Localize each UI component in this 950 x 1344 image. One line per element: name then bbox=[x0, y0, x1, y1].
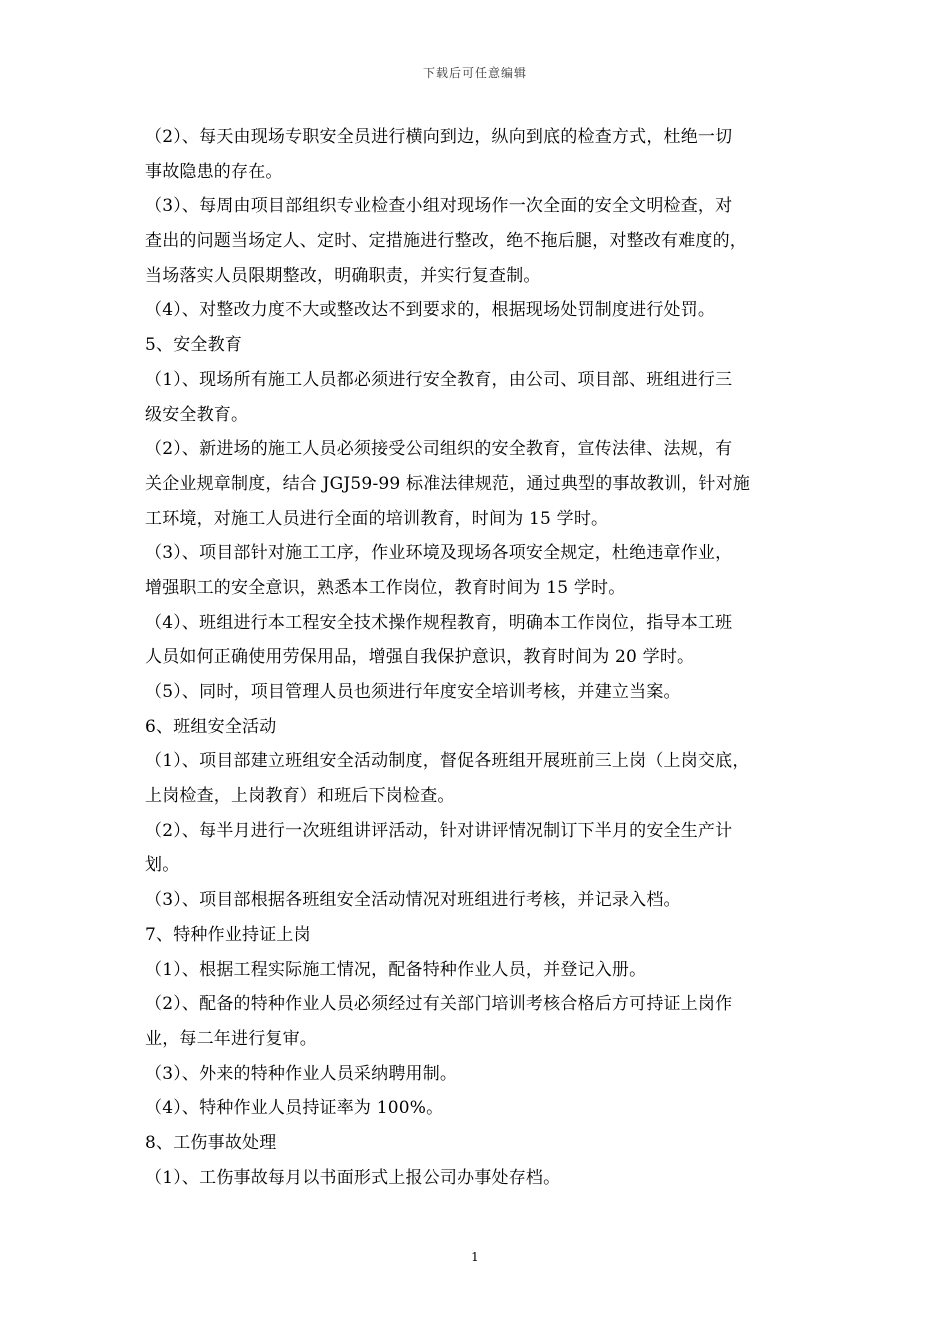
text-line: 6、班组安全活动 bbox=[145, 716, 277, 737]
text-line: 人员如何正确使用劳保用品，增强自我保护意识，教育时间为 20 学时。 bbox=[145, 647, 695, 668]
text-line: 级安全教育。 bbox=[145, 404, 249, 425]
text-line: （1）、项目部建立班组安全活动制度，督促各班组开展班前三上岗（上岗交底， bbox=[145, 751, 750, 772]
text-line: 查出的问题当场定人、定时、定措施进行整改，绝不拖后腿，对整改有难度的， bbox=[145, 231, 747, 252]
text-line: （3）、外来的特种作业人员采纳聘用制。 bbox=[145, 1063, 458, 1084]
text-line: （3）、每周由项目部组织专业检查小组对现场作一次全面的安全文明检查，对 bbox=[145, 196, 733, 217]
text-line: 关企业规章制度，结合 JGJ59-99 标准法律规范，通过典型的事故教训，针对施 bbox=[145, 473, 751, 494]
text-line: （2）、新进场的施工人员必须接受公司组织的安全教育，宣传法律、法规，有 bbox=[145, 439, 733, 460]
text-line: 5、安全教育 bbox=[145, 335, 243, 356]
text-line: （2）、每半月进行一次班组讲评活动，针对讲评情况制订下半月的安全生产计 bbox=[145, 820, 733, 841]
text-line: 事故隐患的存在。 bbox=[145, 161, 283, 182]
text-line: 工环境，对施工人员进行全面的培训教育，时间为 15 学时。 bbox=[145, 508, 609, 529]
text-line: 8、工伤事故处理 bbox=[145, 1132, 277, 1153]
text-line: （4）、特种作业人员持证率为 100%。 bbox=[145, 1098, 444, 1119]
page-number: 1 bbox=[471, 1250, 479, 1264]
text-line: （3）、项目部根据各班组安全活动情况对班组进行考核，并记录入档。 bbox=[145, 890, 681, 911]
page-header: 下载后可任意编辑 bbox=[422, 66, 527, 80]
text-line: （2）、配备的特种作业人员必须经过有关部门培训考核合格后方可持证上岗作 bbox=[145, 994, 733, 1015]
document-body bbox=[145, 120, 810, 1195]
text-line: （1）、根据工程实际施工情况，配备特种作业人员，并登记入册。 bbox=[145, 959, 647, 980]
text-line: （1）、工伤事故每月以书面形式上报公司办事处存档。 bbox=[145, 1167, 561, 1188]
text-line: 7、特种作业持证上岗 bbox=[145, 924, 311, 945]
text-line: （1）、现场所有施工人员都必须进行安全教育，由公司、项目部、班组进行三 bbox=[145, 369, 733, 390]
text-line: 业，每二年进行复审。 bbox=[145, 1028, 317, 1049]
text-line: 当场落实人员限期整改，明确职责，并实行复查制。 bbox=[145, 265, 541, 286]
text-line: （3）、项目部针对施工工序，作业环境及现场各项安全规定，杜绝违章作业， bbox=[145, 543, 733, 564]
text-line: （2）、每天由现场专职安全员进行横向到边，纵向到底的检查方式，杜绝一切 bbox=[145, 127, 733, 147]
text-line: （4）、对整改力度不大或整改达不到要求的，根据现场处罚制度进行处罚。 bbox=[145, 300, 716, 321]
text-line: （5）、同时，项目管理人员也须进行年度安全培训考核，并建立当案。 bbox=[145, 682, 681, 702]
text-line: （4）、班组进行本工程安全技术操作规程教育，明确本工作岗位，指导本工班 bbox=[145, 612, 733, 633]
text-line: 增强职工的安全意识，熟悉本工作岗位，教育时间为 15 学时。 bbox=[145, 577, 626, 598]
text-line: 划。 bbox=[145, 855, 180, 876]
text-line: 上岗检查，上岗教育）和班后下岗检查。 bbox=[145, 786, 455, 807]
